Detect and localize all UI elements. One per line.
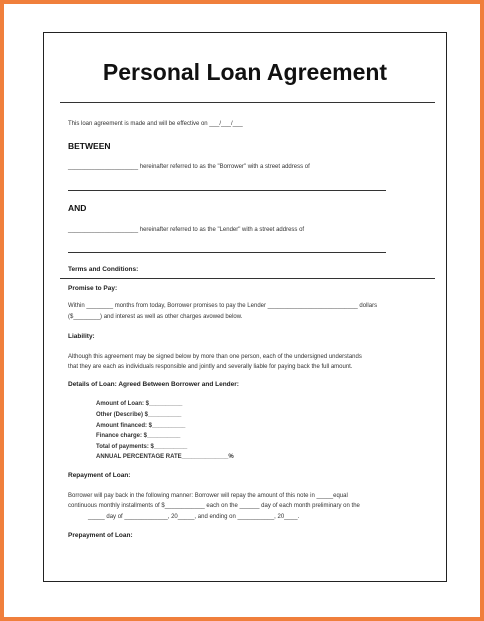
repayment-line-2: continuous monthly installments of $____________ each on the ______ day of each month preliminary on the bbox=[68, 503, 360, 509]
prepayment-heading: Prepayment of Loan: bbox=[68, 532, 133, 539]
detail-total-of-payments: Total of payments: $__________ bbox=[96, 444, 188, 450]
borrower-line: _____________________ hereinafter referred to as the "Borrower" with a street address of bbox=[68, 164, 310, 170]
promise-line-2: ($________) and interest as well as other charges avowed below. bbox=[68, 314, 243, 320]
lender-line: _____________________ hereinafter referred to as the "Lender" with a street address of bbox=[68, 227, 305, 233]
details-heading: Details of Loan: Agreed Between Borrower and Lender: bbox=[68, 381, 239, 388]
terms-heading: Terms and Conditions: bbox=[68, 266, 139, 273]
detail-amount-financed: Amount financed: $__________ bbox=[96, 423, 186, 429]
borrower-address-line bbox=[68, 190, 386, 191]
and-label: AND bbox=[68, 203, 87, 213]
intro-text: This loan agreement is made and will be effective on ___/___/___ bbox=[68, 121, 243, 127]
title-divider bbox=[60, 102, 435, 103]
lender-address-line bbox=[68, 252, 386, 253]
document-title: Personal Loan Agreement bbox=[102, 59, 388, 85]
terms-divider bbox=[60, 278, 435, 279]
liability-heading: Liability: bbox=[68, 333, 95, 340]
detail-finance-charge: Finance charge: $__________ bbox=[96, 433, 181, 439]
liability-line-1: Although this agreement may be signed below by more than one person, each of the undersigned understands bbox=[68, 354, 362, 360]
document-page bbox=[43, 32, 447, 582]
promise-line-1: Within ________ months from today, Borrower promises to pay the Lender ___________________________ dollars bbox=[68, 303, 378, 309]
repayment-line-3: _____ day of _____________, 20_____, and ending on ___________, 20____. bbox=[88, 514, 300, 520]
repayment-heading: Repayment of Loan: bbox=[68, 472, 131, 479]
between-label: BETWEEN bbox=[68, 141, 111, 151]
promise-heading: Promise to Pay: bbox=[68, 285, 118, 292]
repayment-line-1: Borrower will pay back in the following manner: Borrower will repay the amount of this note in _____equal bbox=[68, 493, 348, 499]
detail-amount-of-loan: Amount of Loan: $__________ bbox=[96, 401, 183, 407]
detail-other: Other (Describe) $__________ bbox=[96, 412, 182, 418]
detail-apr: ANNUAL PERCENTAGE RATE______________% bbox=[96, 454, 234, 460]
liability-line-2: that they are each as individuals responsible and jointly and severally liable for paying back the full amount. bbox=[68, 364, 353, 370]
